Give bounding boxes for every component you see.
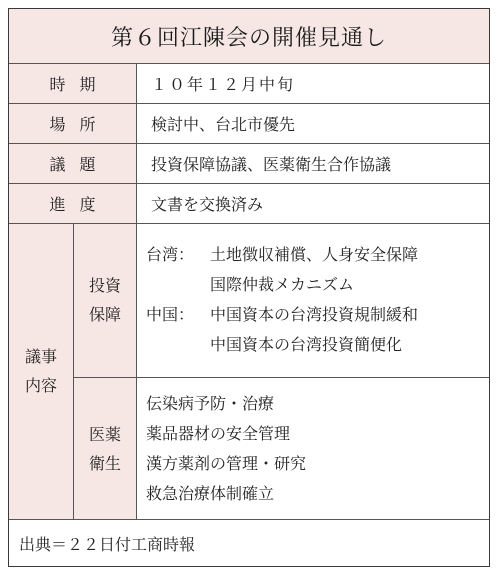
investment-label-line2: 保障: [88, 305, 121, 324]
taiwan-prefix: 台湾：: [146, 245, 195, 264]
investment-line: [146, 300, 418, 330]
medical-label: [74, 378, 136, 519]
medical-label-line2: 衛生: [88, 453, 121, 473]
agenda-label-line2: 内容: [24, 376, 57, 395]
source-note: 出典＝２２日付工商時報: [19, 534, 196, 554]
agenda-label-line1: 議事: [24, 347, 57, 366]
investment-line: [146, 240, 418, 270]
taiwan-item-2: 国際仲裁メカニズム: [210, 275, 355, 294]
row-label-period: 時期: [49, 74, 110, 94]
investment-details: [137, 223, 489, 377]
investment-line: [146, 330, 402, 360]
row-label-progress: 進度: [49, 194, 110, 214]
china-item-2: 中国資本の台湾投資簡便化: [210, 335, 403, 354]
china-prefix: 中国：: [146, 305, 195, 324]
taiwan-item-1: 土地徴収補償、人身安全保障: [210, 245, 419, 264]
row-label-topic: 議題: [49, 154, 110, 174]
medical-item: 伝染病予防・治療: [146, 393, 275, 413]
medical-item: 救急治療体制確立: [146, 483, 275, 503]
investment-label-line1: 投資: [88, 276, 121, 295]
medical-item: 薬品器材の安全管理: [146, 423, 291, 443]
row-label-place: 場所: [49, 114, 110, 134]
medical-label-line1: 医薬: [88, 424, 121, 444]
row-value-period: １０年１２月中旬: [151, 74, 296, 94]
medical-item: 漢方薬剤の管理・研究: [146, 453, 307, 473]
medical-details: [137, 378, 489, 519]
summary-table: [8, 8, 490, 567]
china-item-1: 中国資本の台湾投資規制緩和: [210, 305, 419, 324]
row-value-progress: 文書を交換済み: [151, 194, 264, 214]
investment-line: [146, 270, 354, 300]
row-value-topic: 投資保障協議、医薬衛生合作協議: [151, 154, 392, 174]
table-title: 第６回江陳会の開催見通し: [9, 9, 489, 63]
row-value-place: 検討中、台北市優先: [151, 114, 296, 134]
agenda-label: [9, 223, 73, 519]
investment-label: [74, 223, 136, 377]
